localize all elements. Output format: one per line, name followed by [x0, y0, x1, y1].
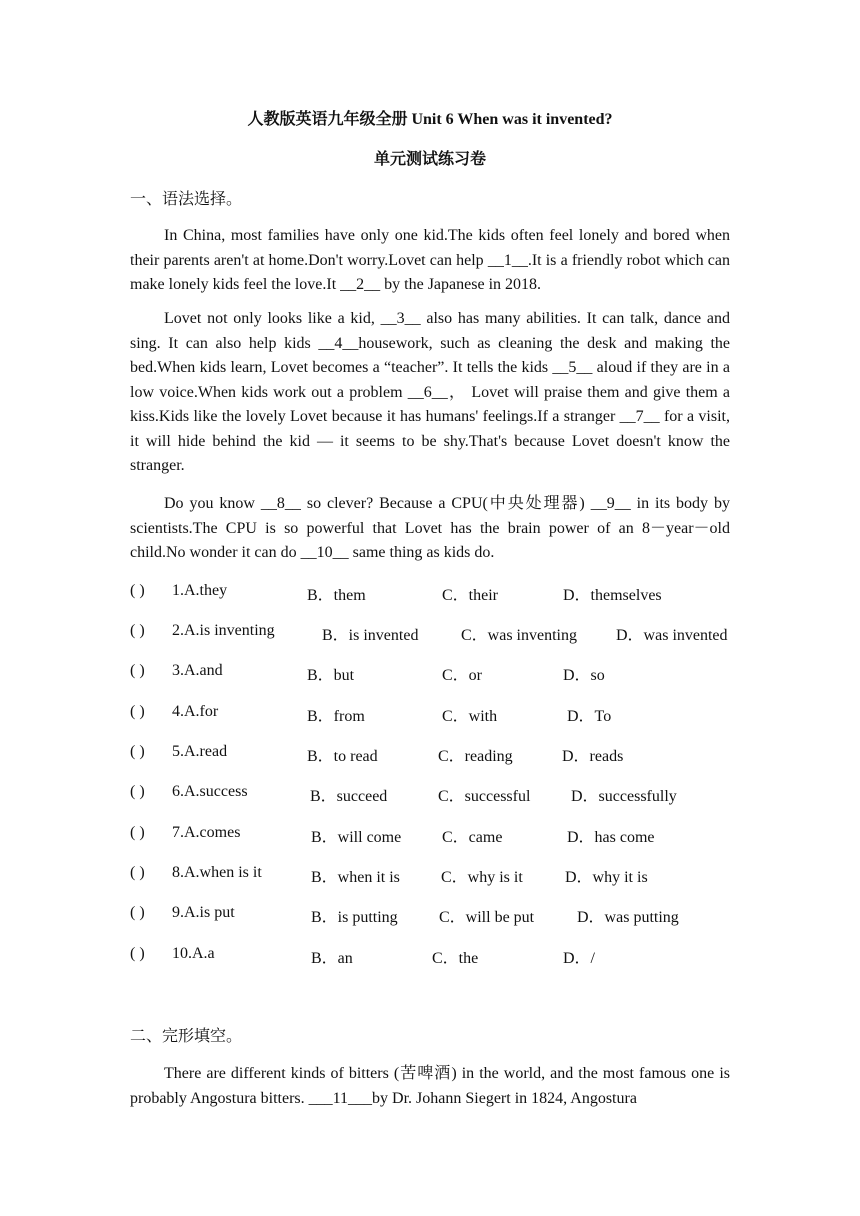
page-title: 人教版英语九年级全册 Unit 6 When was it invented?: [247, 111, 613, 128]
answer-blank[interactable]: ( ): [130, 783, 145, 800]
option-c: C．with: [442, 708, 498, 725]
passage-paragraph: In China, most families have only one kid.The kids often feel lonely and bored when their parents aren't at home.Don't worry.Lovet can help __1__.It is a friendly robot which can make lonely kids feel the love.It __2__ by the Japanese in 2018.: [130, 227, 730, 293]
option-b: B．is putting: [311, 909, 398, 926]
section-heading-grammar: 一、语法选择。: [130, 191, 243, 208]
option-a: 1.A.they: [172, 582, 228, 599]
answer-blank[interactable]: ( ): [130, 864, 145, 881]
option-d: D．themselves: [563, 587, 662, 604]
answer-blank[interactable]: ( ): [130, 824, 145, 841]
option-c: C．their: [442, 587, 498, 604]
option-c: C．or: [442, 667, 483, 684]
answer-blank[interactable]: ( ): [130, 622, 145, 639]
answer-blank[interactable]: ( ): [130, 703, 145, 720]
option-c: C．was inventing: [461, 627, 577, 644]
option-a: 7.A.comes: [172, 824, 241, 841]
answer-blank[interactable]: ( ): [130, 582, 145, 599]
option-b: B．when it is: [311, 869, 400, 886]
answer-blank[interactable]: ( ): [130, 743, 145, 760]
answer-blank[interactable]: ( ): [130, 945, 145, 962]
option-d: D．reads: [562, 748, 624, 765]
option-d: D．has come: [567, 829, 655, 846]
option-c: C．why is it: [441, 869, 523, 886]
option-a: 6.A.success: [172, 783, 248, 800]
option-d: D．so: [563, 667, 605, 684]
option-b: B．from: [307, 708, 365, 725]
option-a: 8.A.when is it: [172, 864, 262, 881]
option-d: D．was invented: [616, 627, 728, 644]
option-b: B．is invented: [322, 627, 419, 644]
option-b: B．them: [307, 587, 366, 604]
option-c: C．came: [442, 829, 503, 846]
passage-paragraph: Do you know __8__ so clever? Because a CPU(中央处理器) __9__ in its body by scientists.The CPU is so powerful that Lovet has the brain power of an 8－year－old child.No wonder it can do __10__ same thing as kids do.: [130, 495, 730, 561]
page-subtitle: 单元测试练习卷: [373, 151, 486, 168]
option-a: 3.A.and: [172, 662, 223, 679]
option-d: D．successfully: [571, 788, 677, 805]
option-b: B．succeed: [310, 788, 388, 805]
option-d: D．To: [567, 708, 612, 725]
option-b: B．but: [307, 667, 355, 684]
option-b: B．to read: [307, 748, 378, 765]
option-a: 10.A.a: [172, 945, 215, 962]
option-c: C．successful: [438, 788, 531, 805]
answer-blank[interactable]: ( ): [130, 662, 145, 679]
option-a: 5.A.read: [172, 743, 228, 760]
option-d: D．/: [563, 950, 596, 967]
passage-paragraph: Lovet not only looks like a kid, __3__ also has many abilities. It can talk, dance and sing. It can also help kids __4__housework, such as cleaning the desk and making the bed.When kids learn, Lovet becomes a “teacher”. It tells the kids __5__ aloud if they are in a low voice.When kids work out a problem __6__， Lovet will praise them and give them a kiss.Kids like the lovely Lovet because it has humans' feelings.If a stranger __7__ for a visit, it will hide behind the kid — it seems to be shy.That's because Lovet doesn't know the stranger.: [130, 310, 731, 474]
option-c: C．reading: [438, 748, 513, 765]
answer-blank[interactable]: ( ): [130, 904, 145, 921]
option-b: B．an: [311, 950, 353, 967]
section-heading-cloze: 二、完形填空。: [130, 1028, 243, 1045]
option-d: D．why it is: [565, 869, 648, 886]
option-d: D．was putting: [577, 909, 679, 926]
option-c: C．the: [432, 950, 479, 967]
passage-paragraph: There are different kinds of bitters (苦啤酒) in the world, and the most famous one is probably Angostura bitters. ___11___by Dr. Johann Siegert in 1824, Angostura: [130, 1065, 730, 1107]
option-a: 4.A.for: [172, 703, 219, 720]
option-a: 2.A.is inventing: [172, 622, 275, 639]
option-b: B．will come: [311, 829, 402, 846]
option-c: C．will be put: [439, 909, 535, 926]
option-a: 9.A.is put: [172, 904, 235, 921]
